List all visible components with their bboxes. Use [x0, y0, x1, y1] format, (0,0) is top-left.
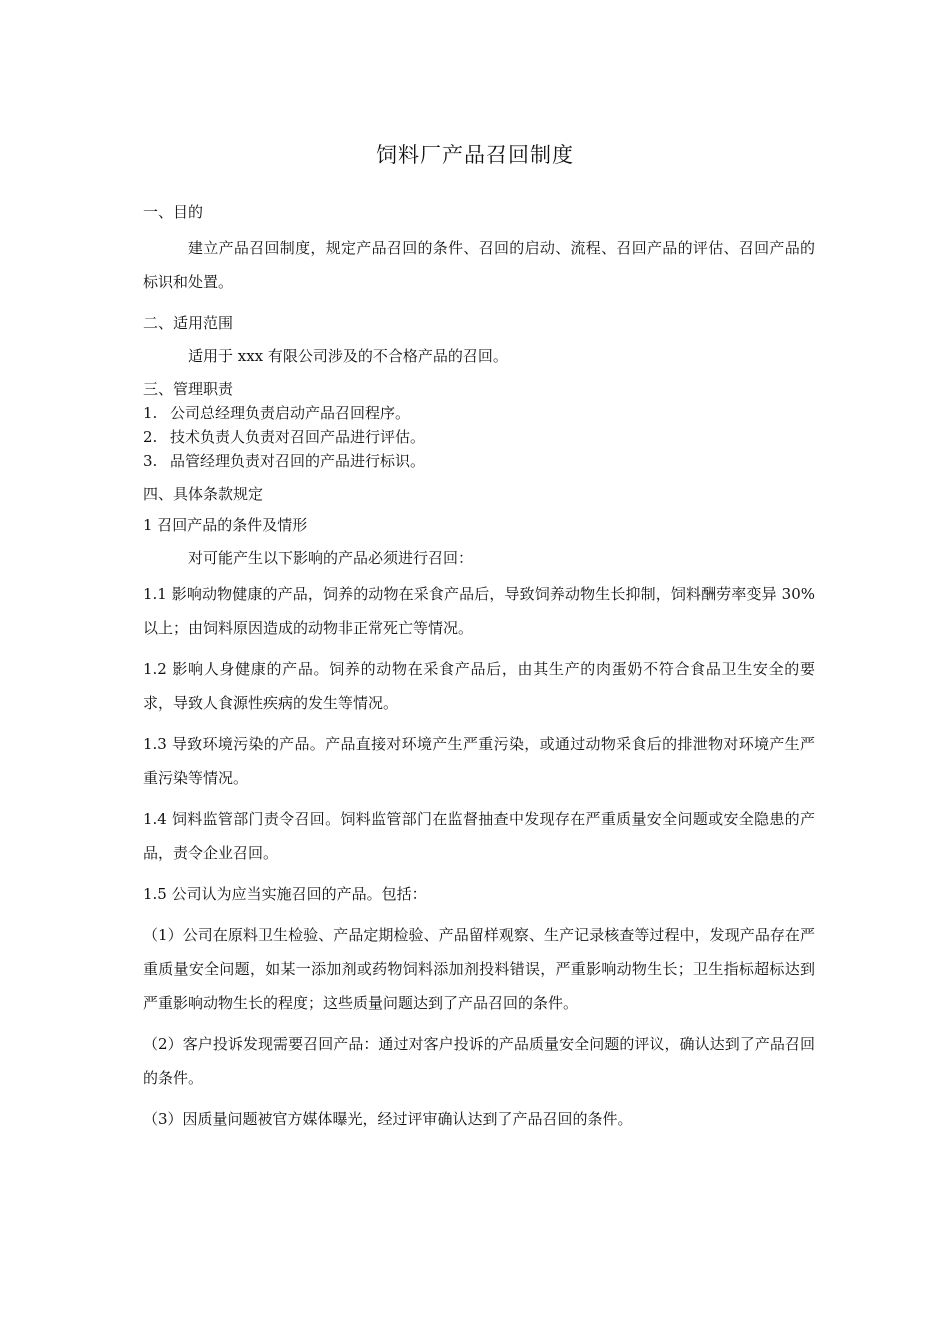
recall-intro: 对可能产生以下影响的产品必须进行召回： [188, 549, 474, 567]
list-number: 2. [143, 428, 158, 446]
clause-paragraph: 1.1 影响动物健康的产品，饲养的动物在采食产品后，导致饲养动物生长抑制，饲料酬劳率变异 30%以上；由饲料原因造成的动物非正常死亡等情况。 [143, 585, 815, 637]
document-body [143, 200, 815, 1136]
scope-paragraph: 适用于 xxx 有限公司涉及的不合格产品的召回。 [188, 347, 508, 365]
section-heading-scope: 二、适用范围 [143, 314, 234, 332]
case-paragraph: （3）因质量问题被官方媒体曝光，经过评审确认达到了产品召回的条件。 [143, 1110, 633, 1128]
list-number: 1. [143, 404, 158, 422]
clause-paragraph: 1.2 影响人身健康的产品。饲养的动物在采食产品后，由其生产的肉蛋奶不符合食品卫生安全的要求，导致人食源性疾病的发生等情况。 [143, 660, 815, 712]
list-item-text: 公司总经理负责启动产品召回程序。 [170, 404, 411, 422]
case-paragraph: （2）客户投诉发现需要召回产品：通过对客户投诉的产品质量安全问题的评议，确认达到了产品召回的条件。 [143, 1035, 815, 1087]
responsibility-item [143, 425, 815, 449]
list-number: 3. [143, 452, 158, 470]
purpose-paragraph: 建立产品召回制度，规定产品召回的条件、召回的启动、流程、召回产品的评估、召回产品的标识和处置。 [143, 239, 815, 291]
list-item-text: 技术负责人负责对召回产品进行评估。 [170, 428, 426, 446]
clause-paragraph: 1.4 饲料监管部门责令召回。饲料监管部门在监督抽查中发现存在严重质量安全问题或安全隐患的产品，责令企业召回。 [143, 810, 815, 862]
case-paragraph: （1）公司在原料卫生检验、产品定期检验、产品留样观察、生产记录核查等过程中，发现产品存在严重质量安全问题，如某一添加剂或药物饲料添加剂投料错误，严重影响动物生长；卫生指标超标达到严重影响动物生长的程度；这些质量问题达到了产品召回的条件。 [143, 926, 815, 1012]
sub-heading-recall-conditions: 1 召回产品的条件及情形 [143, 516, 308, 534]
responsibility-item [143, 401, 815, 425]
section-heading-responsibilities: 三、管理职责 [143, 380, 234, 398]
list-item-text: 品管经理负责对召回的产品进行标识。 [170, 452, 426, 470]
document-title: 饲料厂产品召回制度 [376, 143, 574, 167]
section-heading-purpose: 一、目的 [143, 203, 204, 221]
section-heading-provisions: 四、具体条款规定 [143, 485, 264, 503]
clause-paragraph: 1.3 导致环境污染的产品。产品直接对环境产生严重污染，或通过动物采食后的排泄物对环境产生严重污染等情况。 [143, 735, 815, 787]
responsibility-item [143, 449, 815, 473]
clause-paragraph: 1.5 公司认为应当实施召回的产品。包括： [143, 885, 427, 903]
